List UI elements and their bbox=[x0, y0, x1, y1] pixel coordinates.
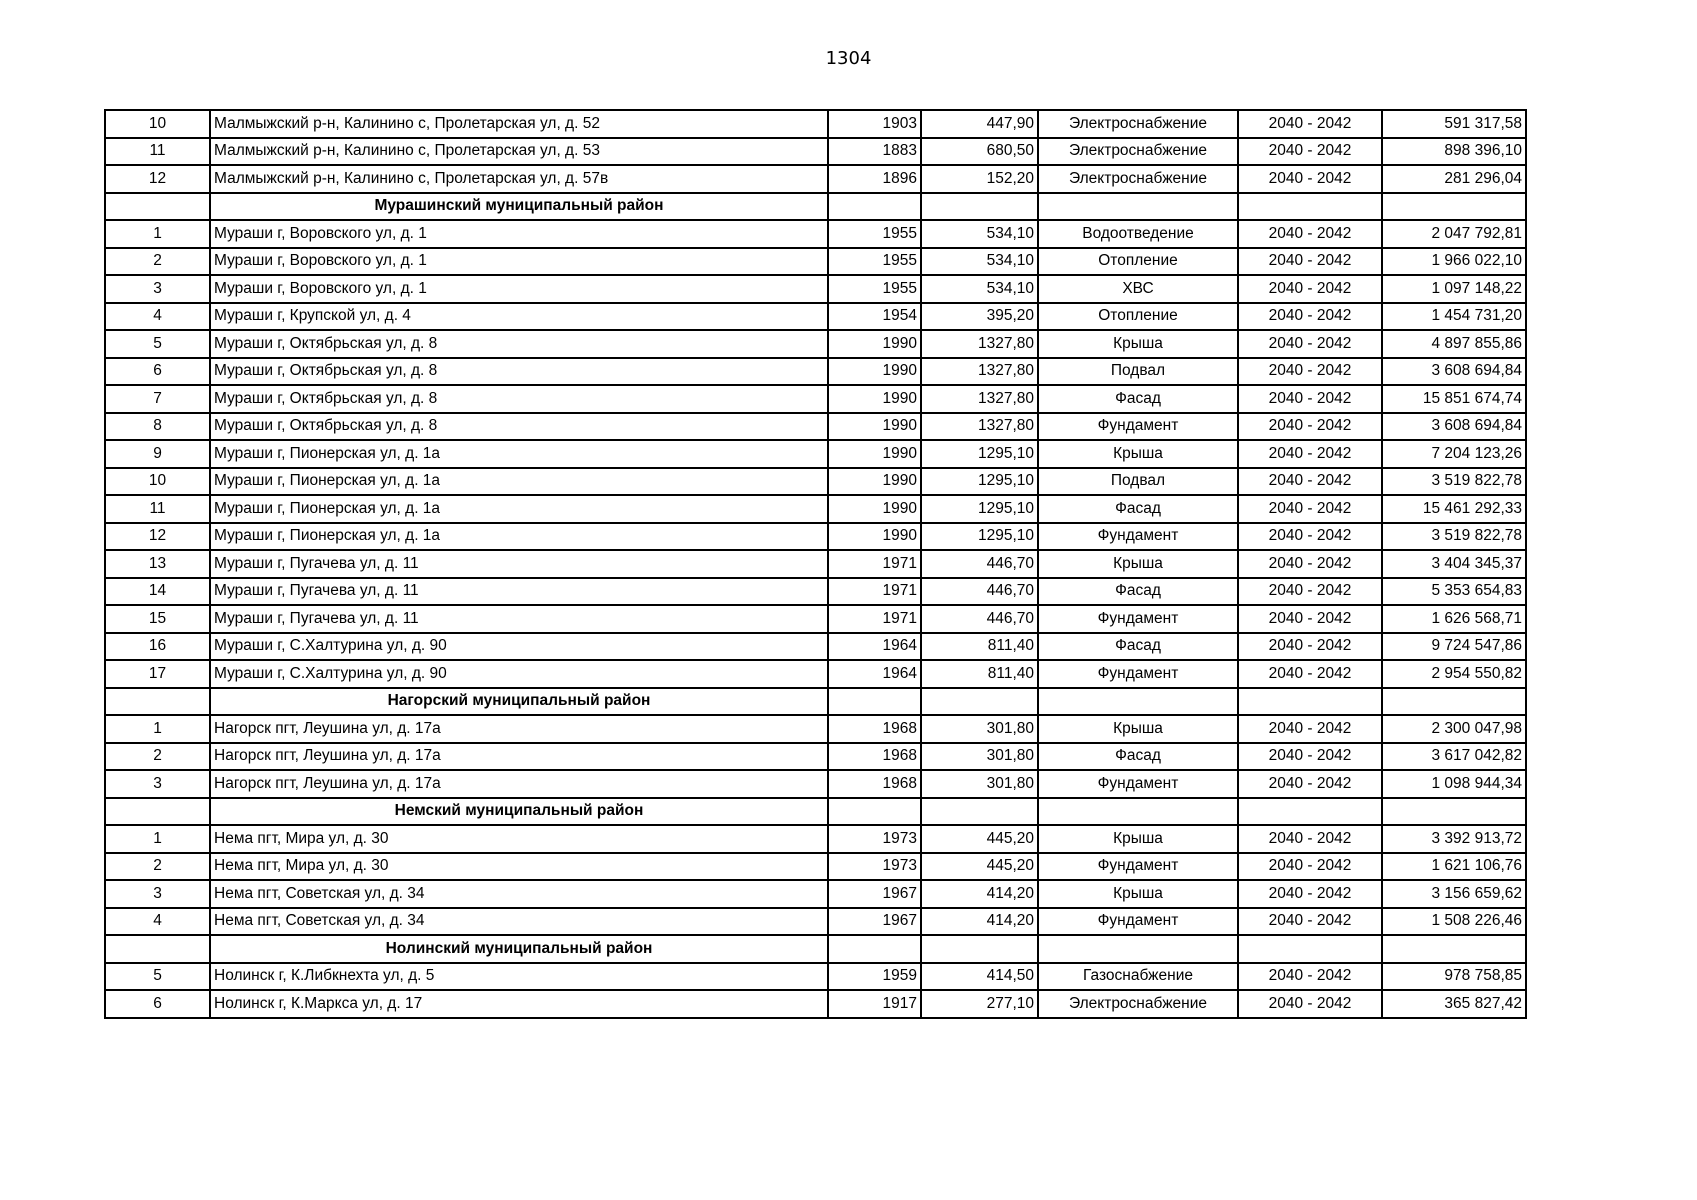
build-year-cell: 1968 bbox=[828, 743, 921, 771]
table-row bbox=[105, 550, 1526, 578]
build-year-cell: 1990 bbox=[828, 413, 921, 441]
period-cell: 2040 - 2042 bbox=[1238, 248, 1382, 276]
build-year-cell: 1954 bbox=[828, 303, 921, 331]
address-cell: Мураши г, Пугачева ул, д. 11 bbox=[210, 550, 828, 578]
area-cell: 301,80 bbox=[921, 743, 1038, 771]
cost-cell: 281 296,04 bbox=[1382, 165, 1526, 193]
cost-cell: 1 621 106,76 bbox=[1382, 853, 1526, 881]
cost-cell: 2 047 792,81 bbox=[1382, 220, 1526, 248]
row-number-cell: 14 bbox=[105, 578, 210, 606]
work-type-cell: Электроснабжение bbox=[1038, 990, 1238, 1018]
empty-cell bbox=[1038, 193, 1238, 221]
work-type-cell: Фасад bbox=[1038, 495, 1238, 523]
period-cell: 2040 - 2042 bbox=[1238, 138, 1382, 166]
work-type-cell: Фундамент bbox=[1038, 413, 1238, 441]
address-cell: Мураши г, С.Халтурина ул, д. 90 bbox=[210, 633, 828, 661]
cost-cell: 365 827,42 bbox=[1382, 990, 1526, 1018]
period-cell: 2040 - 2042 bbox=[1238, 358, 1382, 386]
row-number-cell: 1 bbox=[105, 825, 210, 853]
empty-cell bbox=[105, 193, 210, 221]
work-type-cell: Крыша bbox=[1038, 550, 1238, 578]
cost-cell: 591 317,58 bbox=[1382, 110, 1526, 138]
area-cell: 1327,80 bbox=[921, 385, 1038, 413]
empty-cell bbox=[921, 688, 1038, 716]
row-number-cell: 4 bbox=[105, 908, 210, 936]
work-type-cell: Фундамент bbox=[1038, 770, 1238, 798]
period-cell: 2040 - 2042 bbox=[1238, 110, 1382, 138]
row-number-cell: 6 bbox=[105, 358, 210, 386]
build-year-cell: 1959 bbox=[828, 963, 921, 991]
work-type-cell: Электроснабжение bbox=[1038, 165, 1238, 193]
build-year-cell: 1903 bbox=[828, 110, 921, 138]
address-cell: Нема пгт, Советская ул, д. 34 bbox=[210, 880, 828, 908]
work-type-cell: Фундамент bbox=[1038, 660, 1238, 688]
work-type-cell: Подвал bbox=[1038, 468, 1238, 496]
row-number-cell: 16 bbox=[105, 633, 210, 661]
work-type-cell: Отопление bbox=[1038, 248, 1238, 276]
row-number-cell: 8 bbox=[105, 413, 210, 441]
row-number-cell: 15 bbox=[105, 605, 210, 633]
area-cell: 446,70 bbox=[921, 605, 1038, 633]
row-number-cell: 6 bbox=[105, 990, 210, 1018]
district-title: Нолинский муниципальный район bbox=[210, 935, 828, 963]
address-cell: Малмыжский р-н, Калинино с, Пролетарская ул, д. 53 bbox=[210, 138, 828, 166]
build-year-cell: 1955 bbox=[828, 248, 921, 276]
area-cell: 445,20 bbox=[921, 853, 1038, 881]
cost-cell: 3 519 822,78 bbox=[1382, 523, 1526, 551]
empty-cell bbox=[921, 935, 1038, 963]
period-cell: 2040 - 2042 bbox=[1238, 385, 1382, 413]
row-number-cell: 12 bbox=[105, 523, 210, 551]
address-cell: Мураши г, Пугачева ул, д. 11 bbox=[210, 605, 828, 633]
work-type-cell: Электроснабжение bbox=[1038, 138, 1238, 166]
period-cell: 2040 - 2042 bbox=[1238, 523, 1382, 551]
table-body bbox=[105, 110, 1526, 1018]
empty-cell bbox=[1382, 798, 1526, 826]
build-year-cell: 1990 bbox=[828, 523, 921, 551]
build-year-cell: 1955 bbox=[828, 275, 921, 303]
work-type-cell: Фасад bbox=[1038, 578, 1238, 606]
period-cell: 2040 - 2042 bbox=[1238, 825, 1382, 853]
work-type-cell: ХВС bbox=[1038, 275, 1238, 303]
address-cell: Мураши г, Пионерская ул, д. 1а bbox=[210, 523, 828, 551]
empty-cell bbox=[1238, 935, 1382, 963]
table-row bbox=[105, 605, 1526, 633]
area-cell: 152,20 bbox=[921, 165, 1038, 193]
work-type-cell: Фасад bbox=[1038, 385, 1238, 413]
address-cell: Мураши г, Крупской ул, д. 4 bbox=[210, 303, 828, 331]
empty-cell bbox=[1382, 193, 1526, 221]
address-cell: Нагорск пгт, Леушина ул, д. 17а bbox=[210, 770, 828, 798]
work-type-cell: Газоснабжение bbox=[1038, 963, 1238, 991]
row-number-cell: 10 bbox=[105, 468, 210, 496]
address-cell: Мураши г, Воровского ул, д. 1 bbox=[210, 248, 828, 276]
work-type-cell: Подвал bbox=[1038, 358, 1238, 386]
empty-cell bbox=[1238, 193, 1382, 221]
build-year-cell: 1968 bbox=[828, 715, 921, 743]
work-type-cell: Фундамент bbox=[1038, 523, 1238, 551]
build-year-cell: 1967 bbox=[828, 880, 921, 908]
build-year-cell: 1971 bbox=[828, 578, 921, 606]
build-year-cell: 1990 bbox=[828, 385, 921, 413]
build-year-cell: 1955 bbox=[828, 220, 921, 248]
address-cell: Мураши г, Октябрьская ул, д. 8 bbox=[210, 385, 828, 413]
cost-cell: 3 392 913,72 bbox=[1382, 825, 1526, 853]
period-cell: 2040 - 2042 bbox=[1238, 715, 1382, 743]
empty-cell bbox=[1038, 935, 1238, 963]
work-type-cell: Крыша bbox=[1038, 715, 1238, 743]
period-cell: 2040 - 2042 bbox=[1238, 550, 1382, 578]
address-cell: Мураши г, Пугачева ул, д. 11 bbox=[210, 578, 828, 606]
table-row bbox=[105, 440, 1526, 468]
area-cell: 414,20 bbox=[921, 908, 1038, 936]
section-header-row bbox=[105, 193, 1526, 221]
build-year-cell: 1990 bbox=[828, 495, 921, 523]
area-cell: 446,70 bbox=[921, 550, 1038, 578]
table-row bbox=[105, 853, 1526, 881]
table-row bbox=[105, 248, 1526, 276]
period-cell: 2040 - 2042 bbox=[1238, 165, 1382, 193]
area-cell: 447,90 bbox=[921, 110, 1038, 138]
cost-cell: 898 396,10 bbox=[1382, 138, 1526, 166]
cost-cell: 3 404 345,37 bbox=[1382, 550, 1526, 578]
row-number-cell: 2 bbox=[105, 853, 210, 881]
build-year-cell: 1883 bbox=[828, 138, 921, 166]
address-cell: Мураши г, Октябрьская ул, д. 8 bbox=[210, 330, 828, 358]
area-cell: 1295,10 bbox=[921, 523, 1038, 551]
cost-cell: 3 519 822,78 bbox=[1382, 468, 1526, 496]
period-cell: 2040 - 2042 bbox=[1238, 468, 1382, 496]
table-row bbox=[105, 770, 1526, 798]
build-year-cell: 1964 bbox=[828, 633, 921, 661]
build-year-cell: 1964 bbox=[828, 660, 921, 688]
period-cell: 2040 - 2042 bbox=[1238, 220, 1382, 248]
cost-cell: 1 508 226,46 bbox=[1382, 908, 1526, 936]
address-cell: Мураши г, Пионерская ул, д. 1а bbox=[210, 495, 828, 523]
row-number-cell: 17 bbox=[105, 660, 210, 688]
page-number: 1304 bbox=[825, 48, 872, 69]
row-number-cell: 1 bbox=[105, 715, 210, 743]
area-cell: 534,10 bbox=[921, 275, 1038, 303]
table-row bbox=[105, 138, 1526, 166]
empty-cell bbox=[1038, 798, 1238, 826]
cost-cell: 3 156 659,62 bbox=[1382, 880, 1526, 908]
area-cell: 414,50 bbox=[921, 963, 1038, 991]
period-cell: 2040 - 2042 bbox=[1238, 413, 1382, 441]
row-number-cell: 7 bbox=[105, 385, 210, 413]
cost-cell: 2 954 550,82 bbox=[1382, 660, 1526, 688]
cost-cell: 7 204 123,26 bbox=[1382, 440, 1526, 468]
row-number-cell: 13 bbox=[105, 550, 210, 578]
work-type-cell: Электроснабжение bbox=[1038, 110, 1238, 138]
area-cell: 1295,10 bbox=[921, 440, 1038, 468]
row-number-cell: 11 bbox=[105, 138, 210, 166]
period-cell: 2040 - 2042 bbox=[1238, 275, 1382, 303]
empty-cell bbox=[105, 798, 210, 826]
work-type-cell: Крыша bbox=[1038, 825, 1238, 853]
work-type-cell: Фасад bbox=[1038, 633, 1238, 661]
district-title: Мурашинский муниципальный район bbox=[210, 193, 828, 221]
table-row bbox=[105, 908, 1526, 936]
address-cell: Мураши г, С.Халтурина ул, д. 90 bbox=[210, 660, 828, 688]
address-cell: Нема пгт, Мира ул, д. 30 bbox=[210, 825, 828, 853]
address-cell: Нолинск г, К.Маркса ул, д. 17 bbox=[210, 990, 828, 1018]
area-cell: 811,40 bbox=[921, 660, 1038, 688]
work-type-cell: Фундамент bbox=[1038, 908, 1238, 936]
area-cell: 395,20 bbox=[921, 303, 1038, 331]
period-cell: 2040 - 2042 bbox=[1238, 990, 1382, 1018]
build-year-cell: 1990 bbox=[828, 330, 921, 358]
cost-cell: 4 897 855,86 bbox=[1382, 330, 1526, 358]
build-year-cell: 1967 bbox=[828, 908, 921, 936]
table-row bbox=[105, 303, 1526, 331]
area-cell: 811,40 bbox=[921, 633, 1038, 661]
row-number-cell: 10 bbox=[105, 110, 210, 138]
empty-cell bbox=[828, 798, 921, 826]
repair-schedule-table bbox=[104, 109, 1527, 1019]
row-number-cell: 3 bbox=[105, 275, 210, 303]
cost-cell: 2 300 047,98 bbox=[1382, 715, 1526, 743]
row-number-cell: 3 bbox=[105, 770, 210, 798]
section-header-row bbox=[105, 798, 1526, 826]
table-row bbox=[105, 633, 1526, 661]
empty-cell bbox=[828, 935, 921, 963]
table-row bbox=[105, 165, 1526, 193]
empty-cell bbox=[1382, 935, 1526, 963]
address-cell: Мураши г, Октябрьская ул, д. 8 bbox=[210, 358, 828, 386]
area-cell: 1327,80 bbox=[921, 358, 1038, 386]
address-cell: Нема пгт, Советская ул, д. 34 bbox=[210, 908, 828, 936]
address-cell: Мураши г, Воровского ул, д. 1 bbox=[210, 275, 828, 303]
empty-cell bbox=[1382, 688, 1526, 716]
table-row bbox=[105, 743, 1526, 771]
row-number-cell: 3 bbox=[105, 880, 210, 908]
table-row bbox=[105, 413, 1526, 441]
address-cell: Малмыжский р-н, Калинино с, Пролетарская ул, д. 57в bbox=[210, 165, 828, 193]
cost-cell: 15 851 674,74 bbox=[1382, 385, 1526, 413]
cost-cell: 3 608 694,84 bbox=[1382, 413, 1526, 441]
address-cell: Мураши г, Пионерская ул, д. 1а bbox=[210, 468, 828, 496]
address-cell: Мураши г, Воровского ул, д. 1 bbox=[210, 220, 828, 248]
build-year-cell: 1990 bbox=[828, 440, 921, 468]
work-type-cell: Крыша bbox=[1038, 880, 1238, 908]
table-row bbox=[105, 715, 1526, 743]
row-number-cell: 11 bbox=[105, 495, 210, 523]
empty-cell bbox=[1238, 798, 1382, 826]
period-cell: 2040 - 2042 bbox=[1238, 605, 1382, 633]
build-year-cell: 1917 bbox=[828, 990, 921, 1018]
row-number-cell: 9 bbox=[105, 440, 210, 468]
work-type-cell: Крыша bbox=[1038, 330, 1238, 358]
district-title: Нагорский муниципальный район bbox=[210, 688, 828, 716]
work-type-cell: Отопление bbox=[1038, 303, 1238, 331]
empty-cell bbox=[1038, 688, 1238, 716]
table-row bbox=[105, 495, 1526, 523]
work-type-cell: Водоотведение bbox=[1038, 220, 1238, 248]
address-cell: Нагорск пгт, Леушина ул, д. 17а bbox=[210, 743, 828, 771]
period-cell: 2040 - 2042 bbox=[1238, 578, 1382, 606]
empty-cell bbox=[921, 798, 1038, 826]
area-cell: 277,10 bbox=[921, 990, 1038, 1018]
build-year-cell: 1971 bbox=[828, 605, 921, 633]
table-row bbox=[105, 825, 1526, 853]
empty-cell bbox=[921, 193, 1038, 221]
table-row bbox=[105, 330, 1526, 358]
table-row bbox=[105, 385, 1526, 413]
section-header-row bbox=[105, 688, 1526, 716]
empty-cell bbox=[105, 935, 210, 963]
row-number-cell: 5 bbox=[105, 963, 210, 991]
period-cell: 2040 - 2042 bbox=[1238, 330, 1382, 358]
cost-cell: 978 758,85 bbox=[1382, 963, 1526, 991]
section-header-row bbox=[105, 935, 1526, 963]
area-cell: 1295,10 bbox=[921, 495, 1038, 523]
row-number-cell: 1 bbox=[105, 220, 210, 248]
cost-cell: 1 454 731,20 bbox=[1382, 303, 1526, 331]
period-cell: 2040 - 2042 bbox=[1238, 963, 1382, 991]
table-row bbox=[105, 963, 1526, 991]
build-year-cell: 1968 bbox=[828, 770, 921, 798]
address-cell: Мураши г, Октябрьская ул, д. 8 bbox=[210, 413, 828, 441]
table-row bbox=[105, 358, 1526, 386]
cost-cell: 15 461 292,33 bbox=[1382, 495, 1526, 523]
build-year-cell: 1896 bbox=[828, 165, 921, 193]
row-number-cell: 12 bbox=[105, 165, 210, 193]
table-row bbox=[105, 660, 1526, 688]
area-cell: 414,20 bbox=[921, 880, 1038, 908]
area-cell: 534,10 bbox=[921, 248, 1038, 276]
cost-cell: 1 098 944,34 bbox=[1382, 770, 1526, 798]
table-row bbox=[105, 523, 1526, 551]
cost-cell: 3 617 042,82 bbox=[1382, 743, 1526, 771]
build-year-cell: 1990 bbox=[828, 468, 921, 496]
build-year-cell: 1973 bbox=[828, 853, 921, 881]
cost-cell: 1 097 148,22 bbox=[1382, 275, 1526, 303]
address-cell: Нолинск г, К.Либкнехта ул, д. 5 bbox=[210, 963, 828, 991]
period-cell: 2040 - 2042 bbox=[1238, 853, 1382, 881]
period-cell: 2040 - 2042 bbox=[1238, 495, 1382, 523]
build-year-cell: 1973 bbox=[828, 825, 921, 853]
empty-cell bbox=[105, 688, 210, 716]
table-row bbox=[105, 468, 1526, 496]
row-number-cell: 5 bbox=[105, 330, 210, 358]
period-cell: 2040 - 2042 bbox=[1238, 770, 1382, 798]
area-cell: 446,70 bbox=[921, 578, 1038, 606]
period-cell: 2040 - 2042 bbox=[1238, 440, 1382, 468]
table-row bbox=[105, 220, 1526, 248]
area-cell: 680,50 bbox=[921, 138, 1038, 166]
table-row bbox=[105, 275, 1526, 303]
area-cell: 534,10 bbox=[921, 220, 1038, 248]
work-type-cell: Фасад bbox=[1038, 743, 1238, 771]
cost-cell: 5 353 654,83 bbox=[1382, 578, 1526, 606]
address-cell: Мураши г, Пионерская ул, д. 1а bbox=[210, 440, 828, 468]
empty-cell bbox=[828, 688, 921, 716]
address-cell: Нагорск пгт, Леушина ул, д. 17а bbox=[210, 715, 828, 743]
area-cell: 301,80 bbox=[921, 715, 1038, 743]
table-row bbox=[105, 880, 1526, 908]
row-number-cell: 2 bbox=[105, 248, 210, 276]
row-number-cell: 4 bbox=[105, 303, 210, 331]
area-cell: 1327,80 bbox=[921, 413, 1038, 441]
area-cell: 1327,80 bbox=[921, 330, 1038, 358]
table-row bbox=[105, 990, 1526, 1018]
cost-cell: 9 724 547,86 bbox=[1382, 633, 1526, 661]
area-cell: 1295,10 bbox=[921, 468, 1038, 496]
period-cell: 2040 - 2042 bbox=[1238, 660, 1382, 688]
table-row bbox=[105, 578, 1526, 606]
address-cell: Малмыжский р-н, Калинино с, Пролетарская ул, д. 52 bbox=[210, 110, 828, 138]
period-cell: 2040 - 2042 bbox=[1238, 633, 1382, 661]
period-cell: 2040 - 2042 bbox=[1238, 743, 1382, 771]
cost-cell: 3 608 694,84 bbox=[1382, 358, 1526, 386]
area-cell: 445,20 bbox=[921, 825, 1038, 853]
empty-cell bbox=[1238, 688, 1382, 716]
period-cell: 2040 - 2042 bbox=[1238, 908, 1382, 936]
address-cell: Нема пгт, Мира ул, д. 30 bbox=[210, 853, 828, 881]
area-cell: 301,80 bbox=[921, 770, 1038, 798]
row-number-cell: 2 bbox=[105, 743, 210, 771]
district-title: Немский муниципальный район bbox=[210, 798, 828, 826]
work-type-cell: Фундамент bbox=[1038, 605, 1238, 633]
period-cell: 2040 - 2042 bbox=[1238, 303, 1382, 331]
period-cell: 2040 - 2042 bbox=[1238, 880, 1382, 908]
work-type-cell: Крыша bbox=[1038, 440, 1238, 468]
cost-cell: 1 966 022,10 bbox=[1382, 248, 1526, 276]
work-type-cell: Фундамент bbox=[1038, 853, 1238, 881]
table-row bbox=[105, 110, 1526, 138]
build-year-cell: 1971 bbox=[828, 550, 921, 578]
empty-cell bbox=[828, 193, 921, 221]
build-year-cell: 1990 bbox=[828, 358, 921, 386]
cost-cell: 1 626 568,71 bbox=[1382, 605, 1526, 633]
